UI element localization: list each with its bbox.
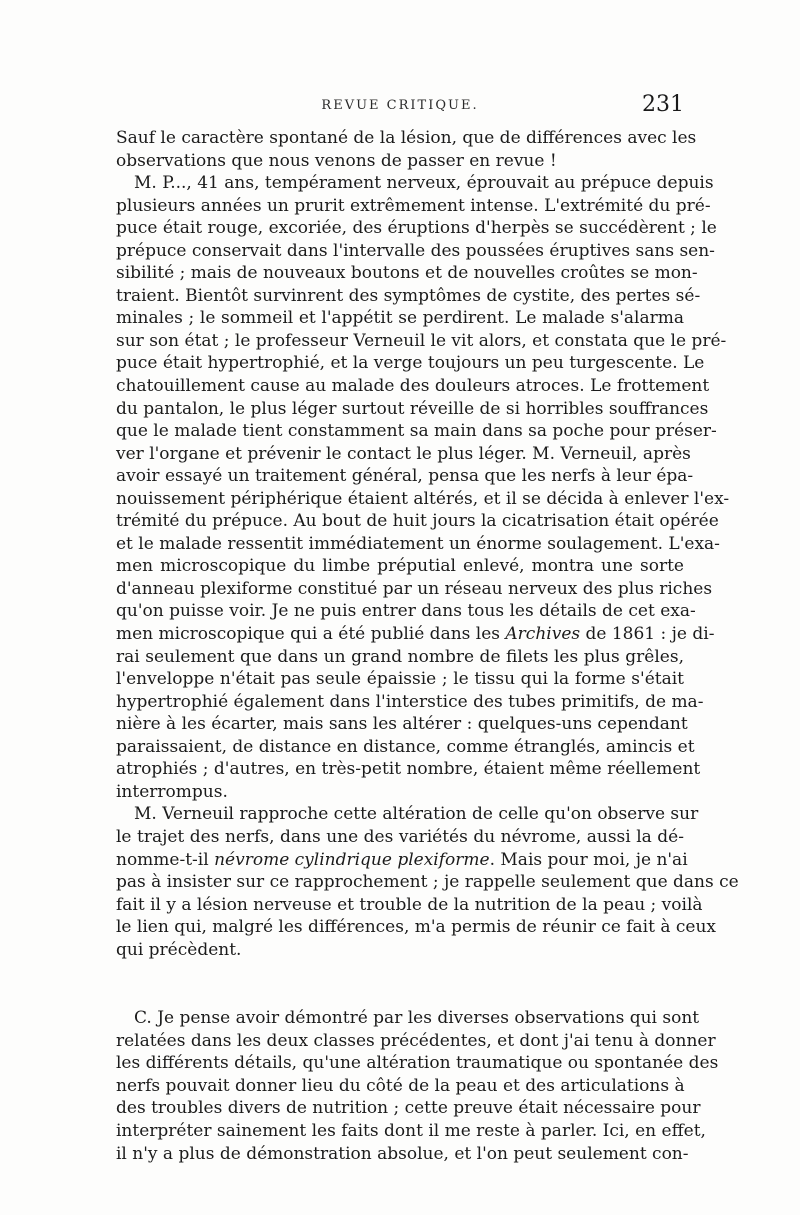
line-fragment: . Mais pour moi, je n'ai (489, 849, 688, 870)
text-line: rai seulement que dans un grand nombre de filets les plus grêles, (116, 646, 684, 667)
text-line: chatouillement cause au malade des douleurs atroces. Le frottement (116, 376, 710, 397)
text-line: nière à les écarter, mais sans les altérer : quelques-uns cependant (116, 714, 688, 735)
text-line: nouissement périphérique étaient altérés, et il se décida à enlever l'ex- (116, 488, 730, 509)
paragraph-3 (116, 803, 739, 961)
text-line: atrophiés ; d'autres, en très-petit nombre, étaient même réellement (116, 759, 701, 780)
text-line: M. P..., 41 ans, tempérament nerveux, éprouvait au prépuce depuis (134, 173, 714, 194)
text-line: fait il y a lésion nerveuse et trouble de la nutrition de la peau ; voilà (116, 894, 703, 915)
text-line: hypertrophié également dans l'interstice des tubes primitifs, de ma- (116, 691, 704, 712)
text-line-with-italic (116, 849, 688, 872)
text-line: sur son état ; le professeur Verneuil le vit alors, et constata que le pré- (116, 330, 727, 351)
text-line: paraissaient, de distance en distance, comme étranglés, amincis et (116, 736, 695, 757)
text-line: C. Je pense avoir démontré par les diverses observations qui sont (134, 1008, 700, 1029)
text-line: relatées dans les deux classes précédentes, et dont j'ai tenu à donner (116, 1030, 716, 1051)
running-head (116, 92, 684, 122)
text-line-with-italic (116, 623, 715, 646)
line-fragment: de 1861 : je di- (580, 624, 715, 645)
text-line: qui précèdent. (116, 939, 242, 960)
text-line: puce était hypertrophié, et la verge toujours un peu turgescente. Le (116, 353, 705, 374)
text-line: qu'on puisse voir. Je ne puis entrer dans tous les détails de cet exa- (116, 601, 696, 622)
paragraph-4 (116, 1007, 719, 1165)
text-line: puce était rouge, excoriée, des éruptions d'herpès se succédèrent ; le (116, 218, 717, 239)
text-line: il n'y a plus de démonstration absolue, et l'on peut seulement con- (116, 1143, 689, 1164)
page-number: 231 (642, 92, 684, 117)
text-line: minales ; le sommeil et l'appétit se perdirent. Le malade s'alarma (116, 308, 684, 329)
text-line: ver l'organe et prévenir le contact le plus léger. M. Verneuil, après (116, 443, 691, 464)
body-text (116, 127, 739, 1165)
journal-title: Archives (505, 624, 581, 645)
text-line: traient. Bientôt survinrent des symptômes de cystite, des pertes sé- (116, 285, 701, 306)
section-gap (116, 961, 684, 1007)
text-line: M. Verneuil rapproche cette altération de celle qu'on observe sur (134, 804, 699, 825)
text-line: pas à insister sur ce rapprochement ; je rappelle seulement que dans ce (116, 872, 739, 893)
text-line: plusieurs années un prurit extrêmement intense. L'extrémité du pré- (116, 195, 711, 216)
text-line: men microscopique du limbe préputial enlevé, montra une sorte (116, 556, 684, 577)
text-line: observations que nous venons de passer en revue ! (116, 150, 557, 171)
text-line: des troubles divers de nutrition ; cette preuve était nécessaire pour (116, 1098, 701, 1119)
line-fragment: nomme-t-il (116, 849, 215, 870)
text-line: d'anneau plexiforme constitué par un réseau nerveux des plus riches (116, 578, 713, 599)
text-line: avoir essayé un traitement général, pensa que les nerfs à leur épa- (116, 466, 694, 487)
text-line: Sauf le caractère spontané de la lésion, que de différences avec les (116, 128, 697, 148)
line-fragment: men microscopique qui a été publié dans les (116, 624, 506, 645)
text-line: prépuce conservait dans l'intervalle des poussées éruptives sans sen- (116, 240, 715, 261)
running-title: REVUE CRITIQUE. (321, 98, 479, 113)
text-line: l'enveloppe n'était pas seule épaissie ; le tissu qui la forme s'était (116, 669, 684, 690)
text-line: trémité du prépuce. Au bout de huit jours la cicatrisation était opérée (116, 511, 719, 532)
text-line: interrompus. (116, 781, 228, 802)
paragraph-1 (116, 127, 697, 172)
text-line: et le malade ressentit immédiatement un énorme soulagement. L'exa- (116, 533, 720, 554)
text-line: sibilité ; mais de nouveaux boutons et de nouvelles croûtes se mon- (116, 263, 698, 284)
paragraph-2 (116, 172, 730, 803)
text-line: le lien qui, malgré les différences, m'a permis de réunir ce fait à ceux (116, 917, 716, 938)
text-line: du pantalon, le plus léger surtout réveille de si horribles souffrances (116, 398, 709, 419)
text-line: le trajet des nerfs, dans une des variétés du névrome, aussi la dé- (116, 826, 684, 847)
text-line: que le malade tient constamment sa main dans sa poche pour préser- (116, 421, 717, 442)
text-line: interpréter sainement les faits dont il me reste à parler. Ici, en effet, (116, 1120, 706, 1141)
text-line: les différents détails, qu'une altération traumatique ou spontanée des (116, 1053, 719, 1074)
text-line: nerfs pouvait donner lieu du côté de la peau et des articulations à (116, 1075, 685, 1096)
term-italic: névrome cylindrique plexiforme (214, 849, 490, 870)
